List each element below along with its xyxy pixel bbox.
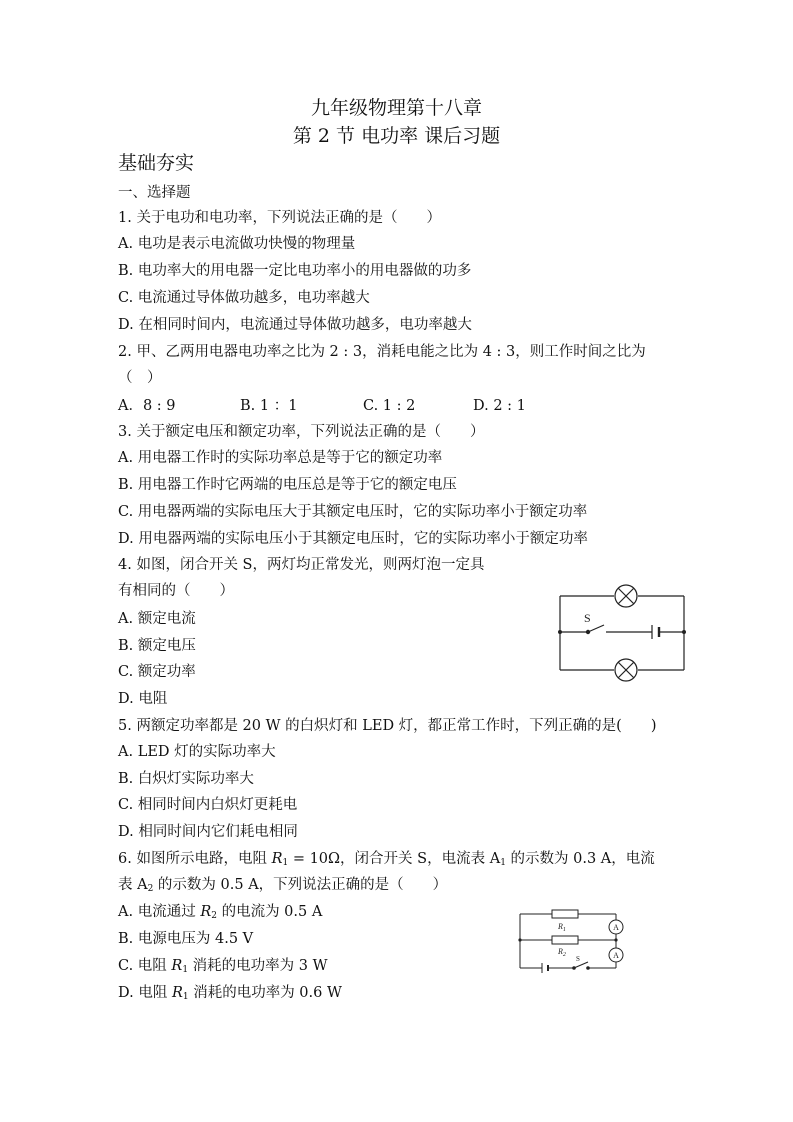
svg-text:A: A	[613, 923, 619, 932]
q1-stem: 1. 关于电功和电功率，下列说法正确的是（ ）	[118, 210, 441, 226]
battery-icon	[542, 963, 548, 973]
q5-stem: 5. 两额定功率都是 20 W 的白炽灯和 LED 灯，都正常工作时，下列正确的是( )	[118, 718, 657, 734]
q5-option-d: D. 相同时间内它们耗电相同	[118, 824, 298, 840]
q4-option-d: D. 电阻	[118, 691, 168, 707]
q1-option-b: B. 电功率大的用电器一定比电功率小的用电器做的功多	[118, 263, 472, 279]
q6-option-c: C. 电阻 $R_1$ 消耗的电功率为 3 W	[118, 958, 328, 975]
page-subtitle: 第 2 节 电功率 课后习题	[292, 125, 501, 147]
q2-stem-cont: （ ）	[118, 370, 162, 386]
part-heading: 一、选择题	[118, 185, 191, 201]
q2-option-a: A．8 : 9	[118, 398, 176, 414]
q4-option-a: A. 额定电流	[118, 611, 196, 627]
svg-text:S: S	[576, 955, 580, 963]
q5-option-c: C. 相同时间内白炽灯更耗电	[118, 797, 298, 813]
page-title: 九年级物理第十八章	[310, 97, 482, 119]
q3-option-d: D. 用电器两端的实际电压小于其额定电压时，它的实际功率小于额定功率	[118, 531, 588, 547]
switch-icon	[586, 625, 604, 634]
resistor-r2-icon	[552, 936, 578, 944]
q3-stem: 3. 关于额定电压和额定功率，下列说法正确的是（ ）	[118, 424, 485, 440]
q6-option-d: D. 电阻 $R_1$ 消耗的电功率为 0.6 W	[118, 985, 342, 1002]
q1-option-d: D. 在相同时间内，电流通过导体做功越多，电功率越大	[118, 317, 472, 333]
q6-option-b: B. 电源电压为 4.5 V	[118, 931, 254, 947]
svg-text:A: A	[613, 951, 619, 960]
switch-icon	[573, 962, 590, 969]
q3-option-c: C. 用电器两端的实际电压大于其额定电压时，它的实际功率小于额定功率	[118, 504, 588, 520]
svg-text:R2: $R_2$	[558, 947, 566, 958]
q2-options	[118, 396, 526, 416]
q5-option-b: B. 白炽灯实际功率大	[118, 771, 254, 787]
ammeter-a2-icon	[609, 948, 623, 962]
q5-option-a: A. LED 灯的实际功率大	[118, 744, 276, 760]
q4-stem-cont: 有相同的（ ）	[118, 583, 234, 599]
resistor-r1-icon	[552, 910, 578, 918]
lamp-icon	[615, 585, 637, 607]
q6-option-a: A. 电流通过 $R_2$ 的电流为 0.5 A	[118, 904, 323, 921]
q6-stem: 6. 如图所示电路，电阻 $R_1 = 10\Omega$，闭合开关 S，电流表 $A_1$ 的示数为 0.3 A，电流	[118, 851, 655, 868]
q6-stem-cont: 表 $A_2$ 的示数为 0.5 A，下列说法正确的是（ ）	[118, 877, 448, 894]
q2-option-d: D. 2 : 1	[473, 398, 526, 414]
switch-label: S	[584, 611, 591, 625]
q2-option-b: B. 1 ：1	[240, 398, 298, 414]
q4-circuit-diagram	[548, 580, 693, 685]
q1-option-c: C. 电流通过导体做功越多，电功率越大	[118, 290, 370, 306]
q2-stem: 2. 甲、乙两用电器电功率之比为 2 : 3，消耗电能之比为 4 : 3，则工作时间之比为	[118, 344, 646, 360]
section-heading: 基础夯实	[118, 152, 195, 174]
q2-option-c: C. 1 : 2	[363, 398, 416, 414]
battery-icon	[652, 625, 659, 639]
q6-circuit-diagram	[512, 906, 632, 974]
q3-option-a: A. 用电器工作时的实际功率总是等于它的额定功率	[118, 450, 443, 466]
ammeter-a1-icon	[609, 920, 623, 934]
q4-option-c: C. 额定功率	[118, 664, 196, 680]
svg-text:R1: $R_1$	[558, 922, 566, 933]
q1-option-a: A. 电功是表示电流做功快慢的物理量	[118, 236, 356, 252]
q4-option-b: B. 额定电压	[118, 638, 196, 654]
lamp-icon	[615, 659, 637, 681]
q3-option-b: B. 用电器工作时它两端的电压总是等于它的额定电压	[118, 477, 457, 493]
q4-stem: 4. 如图，闭合开关 S，两灯均正常发光，则两灯泡一定具	[118, 557, 485, 573]
